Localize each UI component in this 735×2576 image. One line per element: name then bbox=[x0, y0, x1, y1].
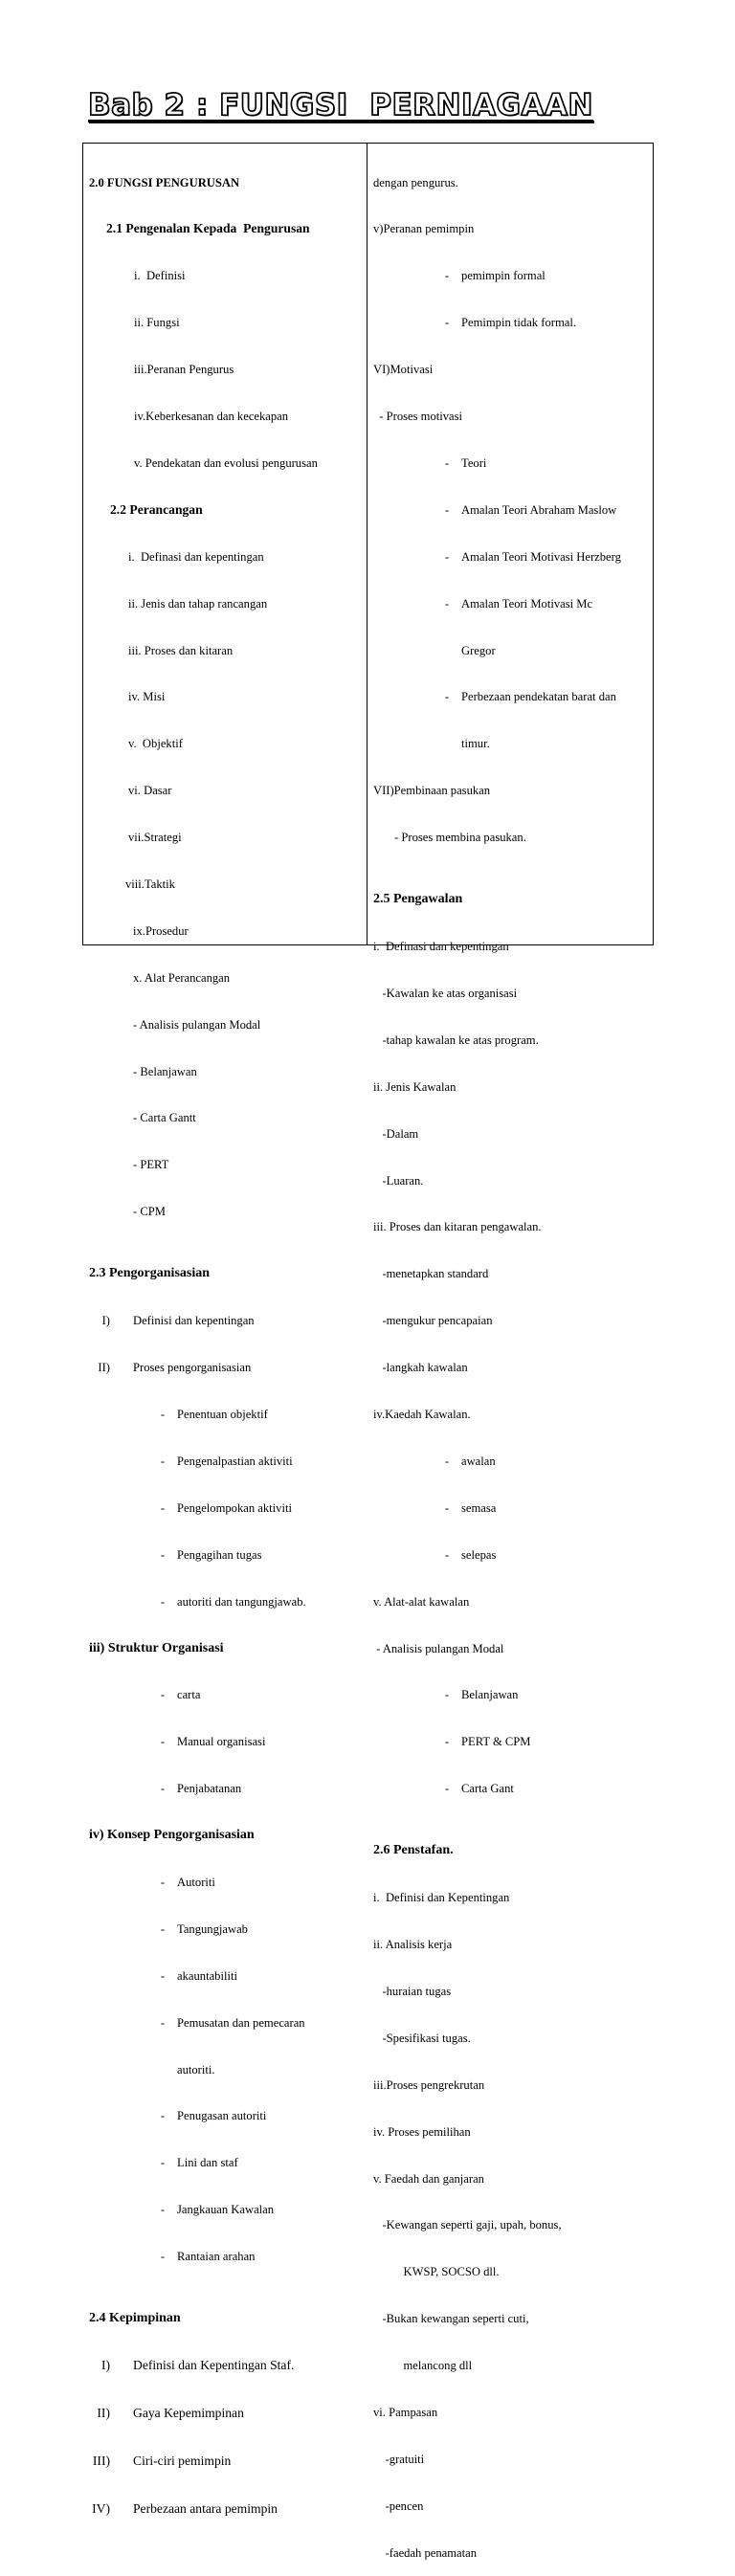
dash-bullet: - bbox=[160, 1408, 166, 1422]
text-line: melancong dll bbox=[373, 2359, 473, 2373]
list-item: v. Objektif bbox=[128, 737, 183, 751]
dash-bullet: - bbox=[444, 1500, 450, 1515]
dash-bullet: - bbox=[444, 1547, 450, 1562]
dash-item-text: Pemusatan dan pemecaran bbox=[177, 2015, 305, 2030]
list-item: i. Definasi dan kepentingan bbox=[128, 549, 264, 564]
roman-numeral: IV) bbox=[92, 2501, 110, 2517]
dash-item-text: Pengenalpastian aktiviti bbox=[177, 1454, 293, 1468]
dash-bullet: - bbox=[160, 1875, 166, 1889]
text-line: -langkah kawalan bbox=[373, 1361, 468, 1375]
text-line: -Luaran. bbox=[373, 1173, 424, 1188]
list-item-text: Gaya Kepemimpinan bbox=[133, 2406, 244, 2421]
dash-item bbox=[89, 2202, 365, 2217]
roman-numeral: I) bbox=[100, 2358, 110, 2373]
section-2-5-heading: 2.5 Pengawalan bbox=[373, 892, 463, 907]
column-divider bbox=[367, 143, 368, 945]
dash-bullet: - bbox=[160, 1547, 166, 1562]
dash-item bbox=[89, 2108, 365, 2123]
text-line: -huraian tugas bbox=[373, 1985, 452, 1999]
list-item: ix.Prosedur bbox=[133, 923, 189, 938]
text-line: VI)Motivasi bbox=[373, 363, 434, 377]
dash-item bbox=[373, 689, 651, 704]
text-line: ii. Jenis Kawalan bbox=[373, 1079, 457, 1094]
list-item: vii.Strategi bbox=[128, 831, 182, 845]
dash-bullet: - bbox=[160, 1454, 166, 1468]
text-line: v. Alat-alat kawalan bbox=[373, 1594, 470, 1609]
list-item bbox=[89, 2358, 365, 2375]
dash-item bbox=[89, 1687, 365, 1702]
dash-item-text: Lini dan staf bbox=[177, 2156, 238, 2170]
dash-item-text: Teori bbox=[461, 455, 487, 470]
text-line: - Analisis pulangan Modal bbox=[373, 1641, 504, 1655]
roman-numeral: III) bbox=[92, 2454, 110, 2469]
dash-item bbox=[89, 1407, 365, 1422]
dash-item-text: Tangungjawab bbox=[177, 1921, 248, 1936]
list-item-text: Perbezaan antara pemimpin bbox=[133, 2501, 278, 2517]
dash-bullet: - bbox=[444, 455, 450, 470]
list-item: iv.Keberkesanan dan kecekapan bbox=[134, 410, 289, 424]
structure-heading: iii) Struktur Organisasi bbox=[89, 1640, 224, 1655]
dash-item-text: carta bbox=[177, 1688, 201, 1702]
dash-bullet: - bbox=[160, 1968, 166, 1983]
dash-item-text: Penentuan objektif bbox=[177, 1408, 268, 1422]
dash-bullet: - bbox=[160, 1782, 166, 1796]
text-line: -Spesifikasi tugas. bbox=[373, 2031, 471, 2045]
dash-item bbox=[89, 1500, 365, 1516]
dash-bullet: - bbox=[444, 596, 450, 611]
list-item bbox=[89, 2501, 365, 2519]
list-item: vi. Dasar bbox=[128, 784, 172, 798]
dash-bullet: - bbox=[160, 1735, 166, 1749]
dash-item bbox=[89, 1875, 365, 1890]
text-line: ii. Analisis kerja bbox=[373, 1938, 453, 1952]
dash-bullet: - bbox=[160, 2156, 166, 2170]
list-item bbox=[89, 2454, 365, 2471]
text-line: v)Peranan pemimpin bbox=[373, 222, 475, 236]
dash-item bbox=[373, 1500, 651, 1516]
text-line: -Kawalan ke atas organisasi bbox=[373, 987, 518, 1001]
dash-item bbox=[89, 2249, 365, 2264]
dash-item-text: Rantaian arahan bbox=[177, 2250, 256, 2264]
text-line: -mengukur pencapaian bbox=[373, 1314, 493, 1328]
dash-item bbox=[373, 1734, 651, 1749]
section-2-4-heading: 2.4 Kepimpinan bbox=[89, 2311, 181, 2326]
dash-item bbox=[89, 2155, 365, 2170]
dash-item bbox=[373, 1547, 651, 1563]
list-item: ii. Fungsi bbox=[134, 316, 180, 330]
dash-item-text: Pengelompokan aktiviti bbox=[177, 1500, 292, 1515]
list-item: ii. Jenis dan tahap rancangan bbox=[128, 596, 268, 611]
dash-item-text: Pemimpin tidak formal. bbox=[461, 316, 576, 330]
dash-item-text: pemimpin formal bbox=[461, 269, 546, 283]
dash-item-text: Amalan Teori Motivasi Herzberg bbox=[461, 549, 621, 564]
text-line: i. Definasi dan kepentingan bbox=[373, 940, 509, 954]
text-line: -Bukan kewangan seperti cuti, bbox=[373, 2312, 529, 2326]
section-2-6-heading: 2.6 Penstafan. bbox=[373, 1843, 454, 1858]
list-item: - CPM bbox=[133, 1205, 166, 1219]
document-title: Bab 2 : FUNGSI PERNIAGAAN bbox=[88, 88, 593, 122]
dash-item-text: autoriti dan tangungjawab. bbox=[177, 1594, 306, 1609]
dash-item-text: Autoriti bbox=[177, 1875, 215, 1889]
dash-item-text: selepas bbox=[461, 1547, 497, 1562]
dash-item-continuation: autoriti. bbox=[177, 2062, 215, 2076]
list-item: x. Alat Perancangan bbox=[133, 970, 231, 985]
text-line: dengan pengurus. bbox=[373, 175, 458, 189]
dash-bullet: - bbox=[160, 1594, 166, 1609]
list-item bbox=[89, 1313, 365, 1328]
dash-bullet: - bbox=[444, 1735, 450, 1749]
section-2-2-heading: 2.2 Perancangan bbox=[110, 501, 203, 517]
right-column bbox=[373, 144, 651, 2576]
left-column bbox=[89, 144, 365, 2534]
dash-item-continuation: Gregor bbox=[461, 643, 496, 657]
dash-item bbox=[373, 455, 651, 471]
dash-bullet: - bbox=[160, 1688, 166, 1702]
dash-item bbox=[89, 1968, 365, 1984]
list-item: - Analisis pulangan Modal bbox=[133, 1017, 261, 1032]
dash-item-text: akauntabiliti bbox=[177, 1968, 237, 1983]
dash-item-text: PERT & CPM bbox=[461, 1735, 531, 1749]
roman-numeral: II) bbox=[98, 1361, 110, 1375]
text-line: vi. Pampasan bbox=[373, 2406, 438, 2420]
dash-item-text: Penjabatanan bbox=[177, 1782, 242, 1796]
dash-item bbox=[89, 1921, 365, 1937]
text-line: i. Definisi dan Kepentingan bbox=[373, 1891, 510, 1905]
roman-numeral: II) bbox=[97, 2406, 110, 2421]
text-line: v. Faedah dan ganjaran bbox=[373, 2171, 484, 2186]
text-line: KWSP, SOCSO dll. bbox=[373, 2265, 500, 2279]
dash-item-text: semasa bbox=[461, 1500, 497, 1515]
dash-item bbox=[89, 2015, 365, 2031]
dash-bullet: - bbox=[444, 316, 450, 330]
dash-bullet: - bbox=[160, 2015, 166, 2030]
dash-item-text: Manual organisasi bbox=[177, 1735, 266, 1749]
concept-heading: iv) Konsep Pengorganisasian bbox=[89, 1828, 255, 1843]
list-item: v. Pendekatan dan evolusi pengurusan bbox=[134, 455, 318, 470]
dash-bullet: - bbox=[444, 549, 450, 564]
text-line: iv.Kaedah Kawalan. bbox=[373, 1408, 471, 1422]
text-line: -faedah penamatan bbox=[373, 2545, 478, 2560]
list-item: iii. Proses dan kitaran bbox=[128, 643, 234, 657]
dash-item-text: Perbezaan pendekatan barat dan bbox=[461, 690, 616, 704]
dash-bullet: - bbox=[160, 1921, 166, 1936]
text-line: iv. Proses pemilihan bbox=[373, 2124, 471, 2139]
dash-item-text: Carta Gant bbox=[461, 1782, 514, 1796]
list-item: viii.Taktik bbox=[125, 877, 175, 891]
dash-item-text: Belanjawan bbox=[461, 1688, 519, 1702]
dash-bullet: - bbox=[444, 502, 450, 517]
dash-bullet: - bbox=[160, 2109, 166, 2123]
list-item: i. Definisi bbox=[134, 269, 186, 283]
text-line: -Kewangan seperti gaji, upah, bonus, bbox=[373, 2218, 562, 2232]
text-line: - Proses membina pasukan. bbox=[373, 831, 526, 845]
dash-item bbox=[89, 1454, 365, 1469]
text-line: -Dalam bbox=[373, 1126, 419, 1141]
dash-item bbox=[373, 1781, 651, 1796]
text-line: iii.Proses pengrekrutan bbox=[373, 2077, 485, 2092]
text-line: iii. Proses dan kitaran pengawalan. bbox=[373, 1220, 542, 1234]
dash-item bbox=[89, 1781, 365, 1796]
list-item: iv. Misi bbox=[128, 690, 166, 704]
roman-numeral: I) bbox=[101, 1314, 110, 1328]
dash-item bbox=[373, 596, 651, 611]
dash-bullet: - bbox=[444, 690, 450, 704]
list-item: - Carta Gantt bbox=[133, 1111, 196, 1125]
dash-bullet: - bbox=[444, 1782, 450, 1796]
text-line: -tahap kawalan ke atas program. bbox=[373, 1033, 539, 1047]
dash-bullet: - bbox=[160, 2250, 166, 2264]
text-line: -gratuiti bbox=[373, 2452, 425, 2466]
dash-item-text: awalan bbox=[461, 1454, 496, 1468]
list-item: - Belanjawan bbox=[133, 1064, 197, 1078]
dash-item bbox=[89, 1547, 365, 1563]
dash-item bbox=[373, 1687, 651, 1702]
list-item-text: Ciri-ciri pemimpin bbox=[133, 2454, 232, 2469]
dash-bullet: - bbox=[444, 1688, 450, 1702]
text-line: - Proses motivasi bbox=[373, 410, 463, 424]
section-2-3-heading: 2.3 Pengorganisasian bbox=[89, 1266, 211, 1281]
text-line: VII)Pembinaan pasukan bbox=[373, 784, 491, 798]
dash-item bbox=[373, 502, 651, 518]
dash-item-text: Amalan Teori Motivasi Mc bbox=[461, 596, 593, 611]
text-line: -pencen bbox=[373, 2498, 424, 2513]
list-item-text: Definisi dan Kepentingan Staf. bbox=[133, 2358, 295, 2373]
list-item-text: Definisi dan kepentingan bbox=[133, 1314, 255, 1328]
dash-item bbox=[373, 549, 651, 565]
dash-item bbox=[89, 1594, 365, 1610]
dash-bullet: - bbox=[160, 2203, 166, 2217]
text-line: -menetapkan standard bbox=[373, 1267, 489, 1281]
dash-bullet: - bbox=[444, 1454, 450, 1468]
dash-item bbox=[373, 268, 651, 283]
dash-item-text: Jangkauan Kawalan bbox=[177, 2203, 275, 2217]
section-2-1-heading: 2.1 Pengenalan Kepada Pengurusan bbox=[106, 221, 310, 236]
dash-item-text: Pengagihan tugas bbox=[177, 1547, 262, 1562]
dash-item-text: Amalan Teori Abraham Maslow bbox=[461, 502, 617, 517]
list-item: - PERT bbox=[133, 1158, 169, 1172]
dash-item bbox=[373, 1454, 651, 1469]
list-item bbox=[89, 2406, 365, 2423]
dash-bullet: - bbox=[444, 269, 450, 283]
list-item: iii.Peranan Pengurus bbox=[134, 363, 234, 377]
list-item-text: Proses pengorganisasian bbox=[133, 1361, 252, 1375]
dash-item bbox=[89, 1734, 365, 1749]
section-2-0-heading: 2.0 FUNGSI PENGURUSAN bbox=[89, 175, 240, 189]
dash-bullet: - bbox=[160, 1500, 166, 1515]
dash-item-text: Penugasan autoriti bbox=[177, 2109, 267, 2123]
dash-item bbox=[373, 315, 651, 330]
list-item bbox=[89, 1360, 365, 1375]
dash-item-continuation: timur. bbox=[461, 737, 490, 751]
